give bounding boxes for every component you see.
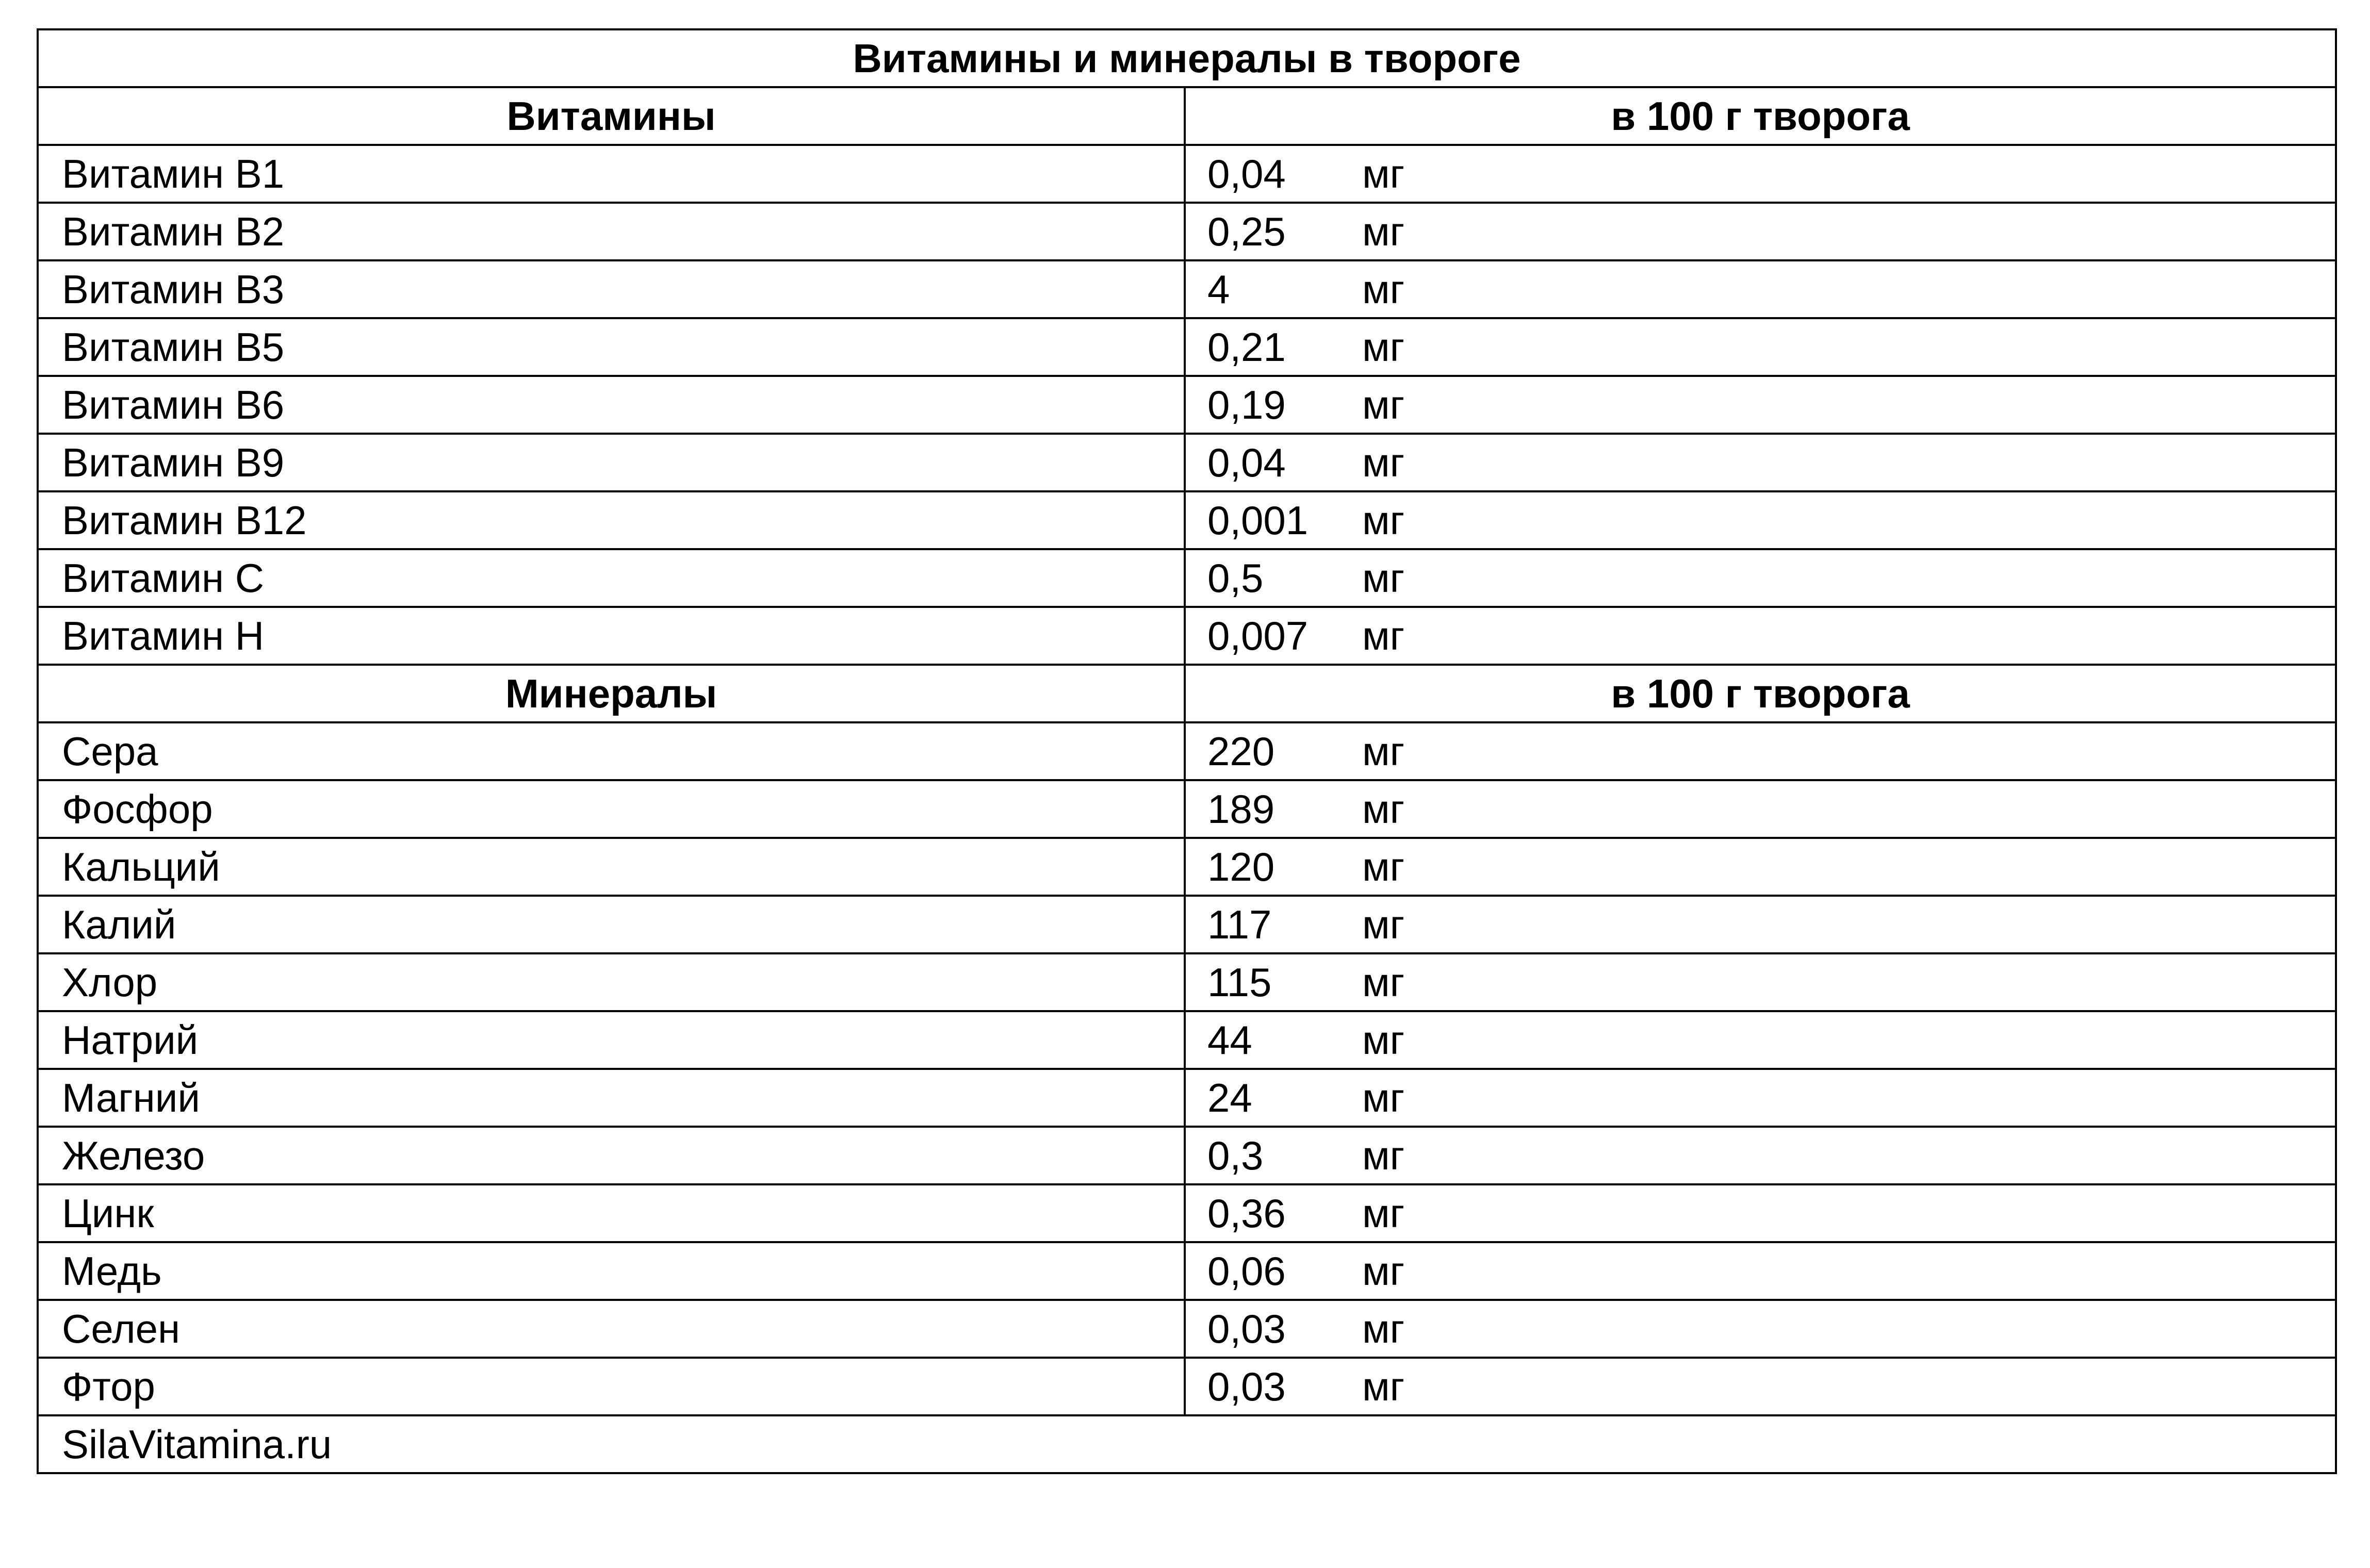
amount-value: 120 — [1207, 844, 1275, 889]
nutrient-amount — [1185, 607, 2336, 665]
amount-value: 0,5 — [1207, 555, 1264, 601]
nutrient-name: Кальций — [38, 838, 1185, 896]
amount-value: 24 — [1207, 1075, 1252, 1120]
nutrient-amount — [1185, 434, 2336, 491]
nutrient-name: Витамин B5 — [38, 318, 1185, 376]
nutrient-amount — [1185, 549, 2336, 607]
amount-unit: мг — [1362, 1191, 1405, 1236]
nutrient-name: Витамин B6 — [38, 376, 1185, 434]
amount-unit: мг — [1362, 902, 1405, 947]
table-row — [38, 1242, 2336, 1300]
table-row — [38, 896, 2336, 953]
amount-unit: мг — [1362, 1017, 1405, 1063]
nutrient-amount — [1185, 203, 2336, 260]
nutrient-name: Хлор — [38, 953, 1185, 1011]
source-label: SilaVitamina.ru — [38, 1415, 2336, 1473]
amount-value: 44 — [1207, 1017, 1252, 1063]
amount-value: 0,36 — [1207, 1191, 1286, 1236]
table-row — [38, 1011, 2336, 1069]
amount-unit: мг — [1362, 209, 1405, 254]
vitamins-amount-header: в 100 г творога — [1185, 87, 2336, 145]
nutrient-name: Фтор — [38, 1358, 1185, 1415]
amount-unit: мг — [1362, 324, 1405, 370]
nutrient-amount — [1185, 1127, 2336, 1184]
nutrient-name: Железо — [38, 1127, 1185, 1184]
amount-unit: мг — [1362, 786, 1405, 832]
vitamins-header: Витамины — [38, 87, 1185, 145]
amount-unit: мг — [1362, 729, 1405, 774]
nutrient-name: Медь — [38, 1242, 1185, 1300]
nutrient-amount — [1185, 145, 2336, 203]
nutrient-name: Витамин C — [38, 549, 1185, 607]
nutrient-amount — [1185, 896, 2336, 953]
amount-value: 0,21 — [1207, 324, 1286, 370]
source-row — [38, 1415, 2336, 1473]
amount-unit: мг — [1362, 844, 1405, 889]
nutrient-amount — [1185, 838, 2336, 896]
amount-value: 0,001 — [1207, 498, 1309, 543]
amount-value: 0,3 — [1207, 1133, 1264, 1178]
nutrient-name: Витамин B1 — [38, 145, 1185, 203]
amount-unit: мг — [1362, 498, 1405, 543]
nutrient-name: Магний — [38, 1069, 1185, 1127]
amount-unit: мг — [1362, 960, 1405, 1005]
nutrient-amount — [1185, 1242, 2336, 1300]
nutrient-amount — [1185, 1184, 2336, 1242]
amount-unit: мг — [1362, 267, 1405, 312]
table-row — [38, 549, 2336, 607]
table-body — [38, 29, 2336, 1473]
table-row — [38, 1127, 2336, 1184]
amount-unit: мг — [1362, 1133, 1405, 1178]
amount-unit: мг — [1362, 151, 1405, 196]
nutrient-name: Витамин B12 — [38, 491, 1185, 549]
nutrient-name: Натрий — [38, 1011, 1185, 1069]
amount-value: 4 — [1207, 267, 1230, 312]
nutrient-amount — [1185, 491, 2336, 549]
amount-value: 0,25 — [1207, 209, 1286, 254]
nutrient-amount — [1185, 1011, 2336, 1069]
amount-unit: мг — [1362, 1075, 1405, 1120]
amount-unit: мг — [1362, 440, 1405, 485]
amount-value: 220 — [1207, 729, 1275, 774]
amount-unit: мг — [1362, 555, 1405, 601]
amount-value: 0,19 — [1207, 382, 1286, 427]
amount-value: 0,06 — [1207, 1248, 1286, 1294]
minerals-header-row — [38, 665, 2336, 722]
nutrient-amount — [1185, 780, 2336, 838]
nutrient-amount — [1185, 953, 2336, 1011]
vitamins-header-row — [38, 87, 2336, 145]
table-row — [38, 376, 2336, 434]
nutrient-amount — [1185, 1358, 2336, 1415]
amount-value: 0,04 — [1207, 440, 1286, 485]
table-row — [38, 780, 2336, 838]
amount-unit: мг — [1362, 1248, 1405, 1294]
table-row — [38, 1069, 2336, 1127]
nutrient-amount — [1185, 260, 2336, 318]
title-row — [38, 29, 2336, 87]
nutrient-name: Витамин B2 — [38, 203, 1185, 260]
nutrient-amount — [1185, 376, 2336, 434]
nutrient-name: Селен — [38, 1300, 1185, 1358]
nutrient-name: Витамин B9 — [38, 434, 1185, 491]
nutrition-table — [37, 28, 2337, 1474]
nutrient-name: Сера — [38, 722, 1185, 780]
nutrient-amount — [1185, 1300, 2336, 1358]
table-title: Витамины и минералы в твороге — [38, 29, 2336, 87]
table-row — [38, 1358, 2336, 1415]
amount-value: 189 — [1207, 786, 1275, 832]
amount-value: 0,03 — [1207, 1306, 1286, 1351]
amount-value: 115 — [1207, 960, 1272, 1005]
minerals-amount-header: в 100 г творога — [1185, 665, 2336, 722]
nutrient-amount — [1185, 318, 2336, 376]
nutrient-name: Витамин H — [38, 607, 1185, 665]
table-row — [38, 260, 2336, 318]
nutrient-name: Цинк — [38, 1184, 1185, 1242]
table-row — [38, 953, 2336, 1011]
amount-unit: мг — [1362, 382, 1405, 427]
table-row — [38, 434, 2336, 491]
nutrient-amount — [1185, 1069, 2336, 1127]
amount-unit: мг — [1362, 1306, 1405, 1351]
table-row — [38, 203, 2336, 260]
amount-value: 0,03 — [1207, 1364, 1286, 1409]
table-row — [38, 491, 2336, 549]
table-row — [38, 838, 2336, 896]
nutrient-name: Витамин B3 — [38, 260, 1185, 318]
minerals-header: Минералы — [38, 665, 1185, 722]
table-row — [38, 145, 2336, 203]
amount-unit: мг — [1362, 613, 1405, 658]
table-row — [38, 722, 2336, 780]
amount-value: 0,007 — [1207, 613, 1309, 658]
nutrient-name: Калий — [38, 896, 1185, 953]
amount-value: 0,04 — [1207, 151, 1286, 196]
nutrient-name: Фосфор — [38, 780, 1185, 838]
table-row — [38, 607, 2336, 665]
table-row — [38, 318, 2336, 376]
table-row — [38, 1184, 2336, 1242]
amount-value: 117 — [1207, 902, 1272, 947]
nutrient-amount — [1185, 722, 2336, 780]
amount-unit: мг — [1362, 1364, 1405, 1409]
table-row — [38, 1300, 2336, 1358]
